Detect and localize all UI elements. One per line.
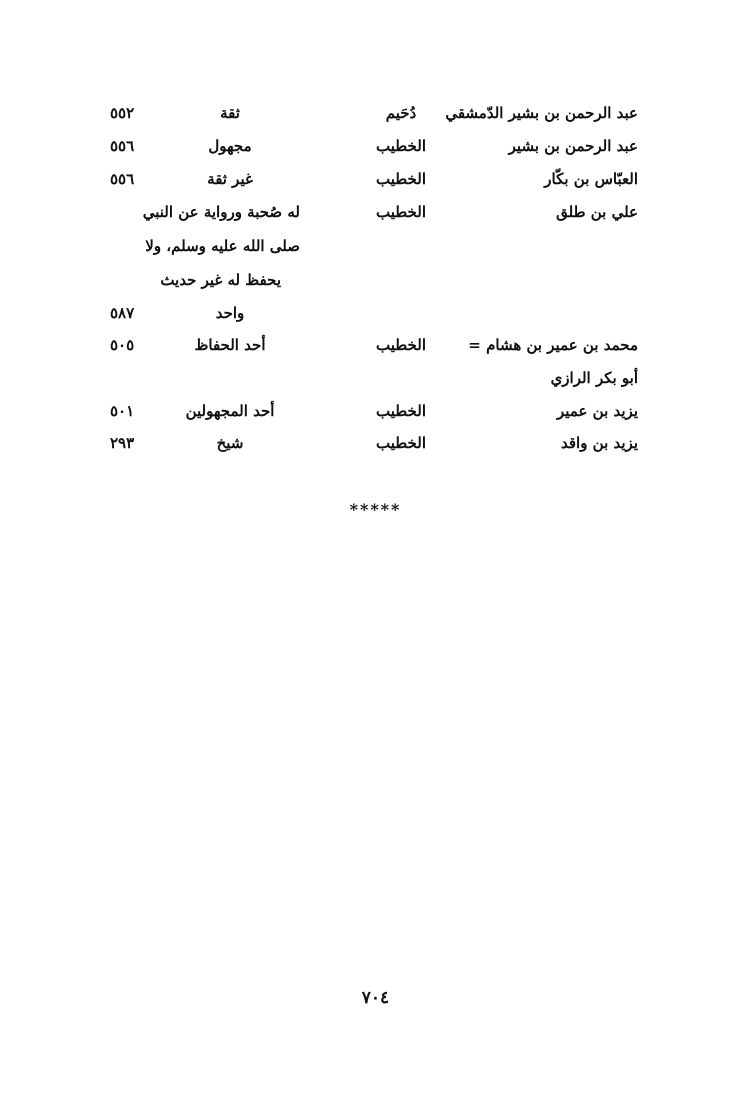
grade-note-line: صلى الله عليه وسلم، ولا [145, 237, 300, 255]
page-number: ٧٠٤ [361, 988, 390, 1008]
narrator-name: العبّاس بن بكّار [544, 170, 638, 188]
grade: واحد [215, 304, 245, 322]
source-authority: الخطيب [376, 203, 426, 221]
narrator-name: عبد الرحمن بن بشير الدّمشقي [445, 104, 638, 122]
entry-row [0, 395, 751, 427]
narrator-name: علي بن طلق [556, 203, 638, 221]
entry-continuation-row [0, 362, 751, 394]
page-reference: ٢٩٣ [110, 434, 135, 452]
section-separator: ***** [349, 500, 402, 519]
source-authority: الخطيب [376, 170, 426, 188]
source-authority: الخطيب [376, 137, 426, 155]
source-authority: الخطيب [376, 336, 426, 354]
page-reference: ٥٨٧ [110, 304, 135, 322]
grade: شيخ [216, 434, 244, 452]
narrator-name: يزيد بن عمير [557, 402, 638, 420]
page-reference: ٥٥٦ [110, 170, 135, 188]
page-reference: ٥٥٦ [110, 137, 135, 155]
source-authority: الخطيب [376, 434, 426, 452]
grade: أحد الحفاظ [194, 336, 266, 354]
grade-note-line: له صُحبة ورواية عن النبي [142, 203, 300, 221]
entry-continuation-row [0, 230, 751, 262]
grade: مجهول [208, 137, 252, 155]
entry-row [0, 130, 751, 162]
narrator-alias: أبو بكر الرازي [550, 369, 638, 387]
grade: أحد المجهولين [185, 402, 275, 420]
narrator-name: محمد بن عمير بن هشام = [468, 336, 638, 354]
page-reference: ٥٥٢ [110, 104, 135, 122]
source-authority: دُحَيم [385, 104, 417, 122]
entry-row [0, 427, 751, 459]
grade: ثقة [220, 104, 240, 122]
entry-continuation-row [0, 264, 751, 296]
narrator-name: يزيد بن واقد [561, 434, 638, 452]
entry-row [0, 163, 751, 195]
page-reference: ٥٠١ [110, 402, 135, 420]
entry-row [0, 97, 751, 129]
entry-row [0, 196, 751, 228]
page-reference: ٥٠٥ [110, 336, 135, 354]
grade: غير ثقة [207, 170, 253, 188]
source-authority: الخطيب [376, 402, 426, 420]
entry-continuation-row [0, 297, 751, 329]
grade-note-line: يحفظ له غير حديث [160, 271, 281, 289]
entry-row [0, 329, 751, 361]
narrator-name: عبد الرحمن بن بشير [508, 137, 638, 155]
